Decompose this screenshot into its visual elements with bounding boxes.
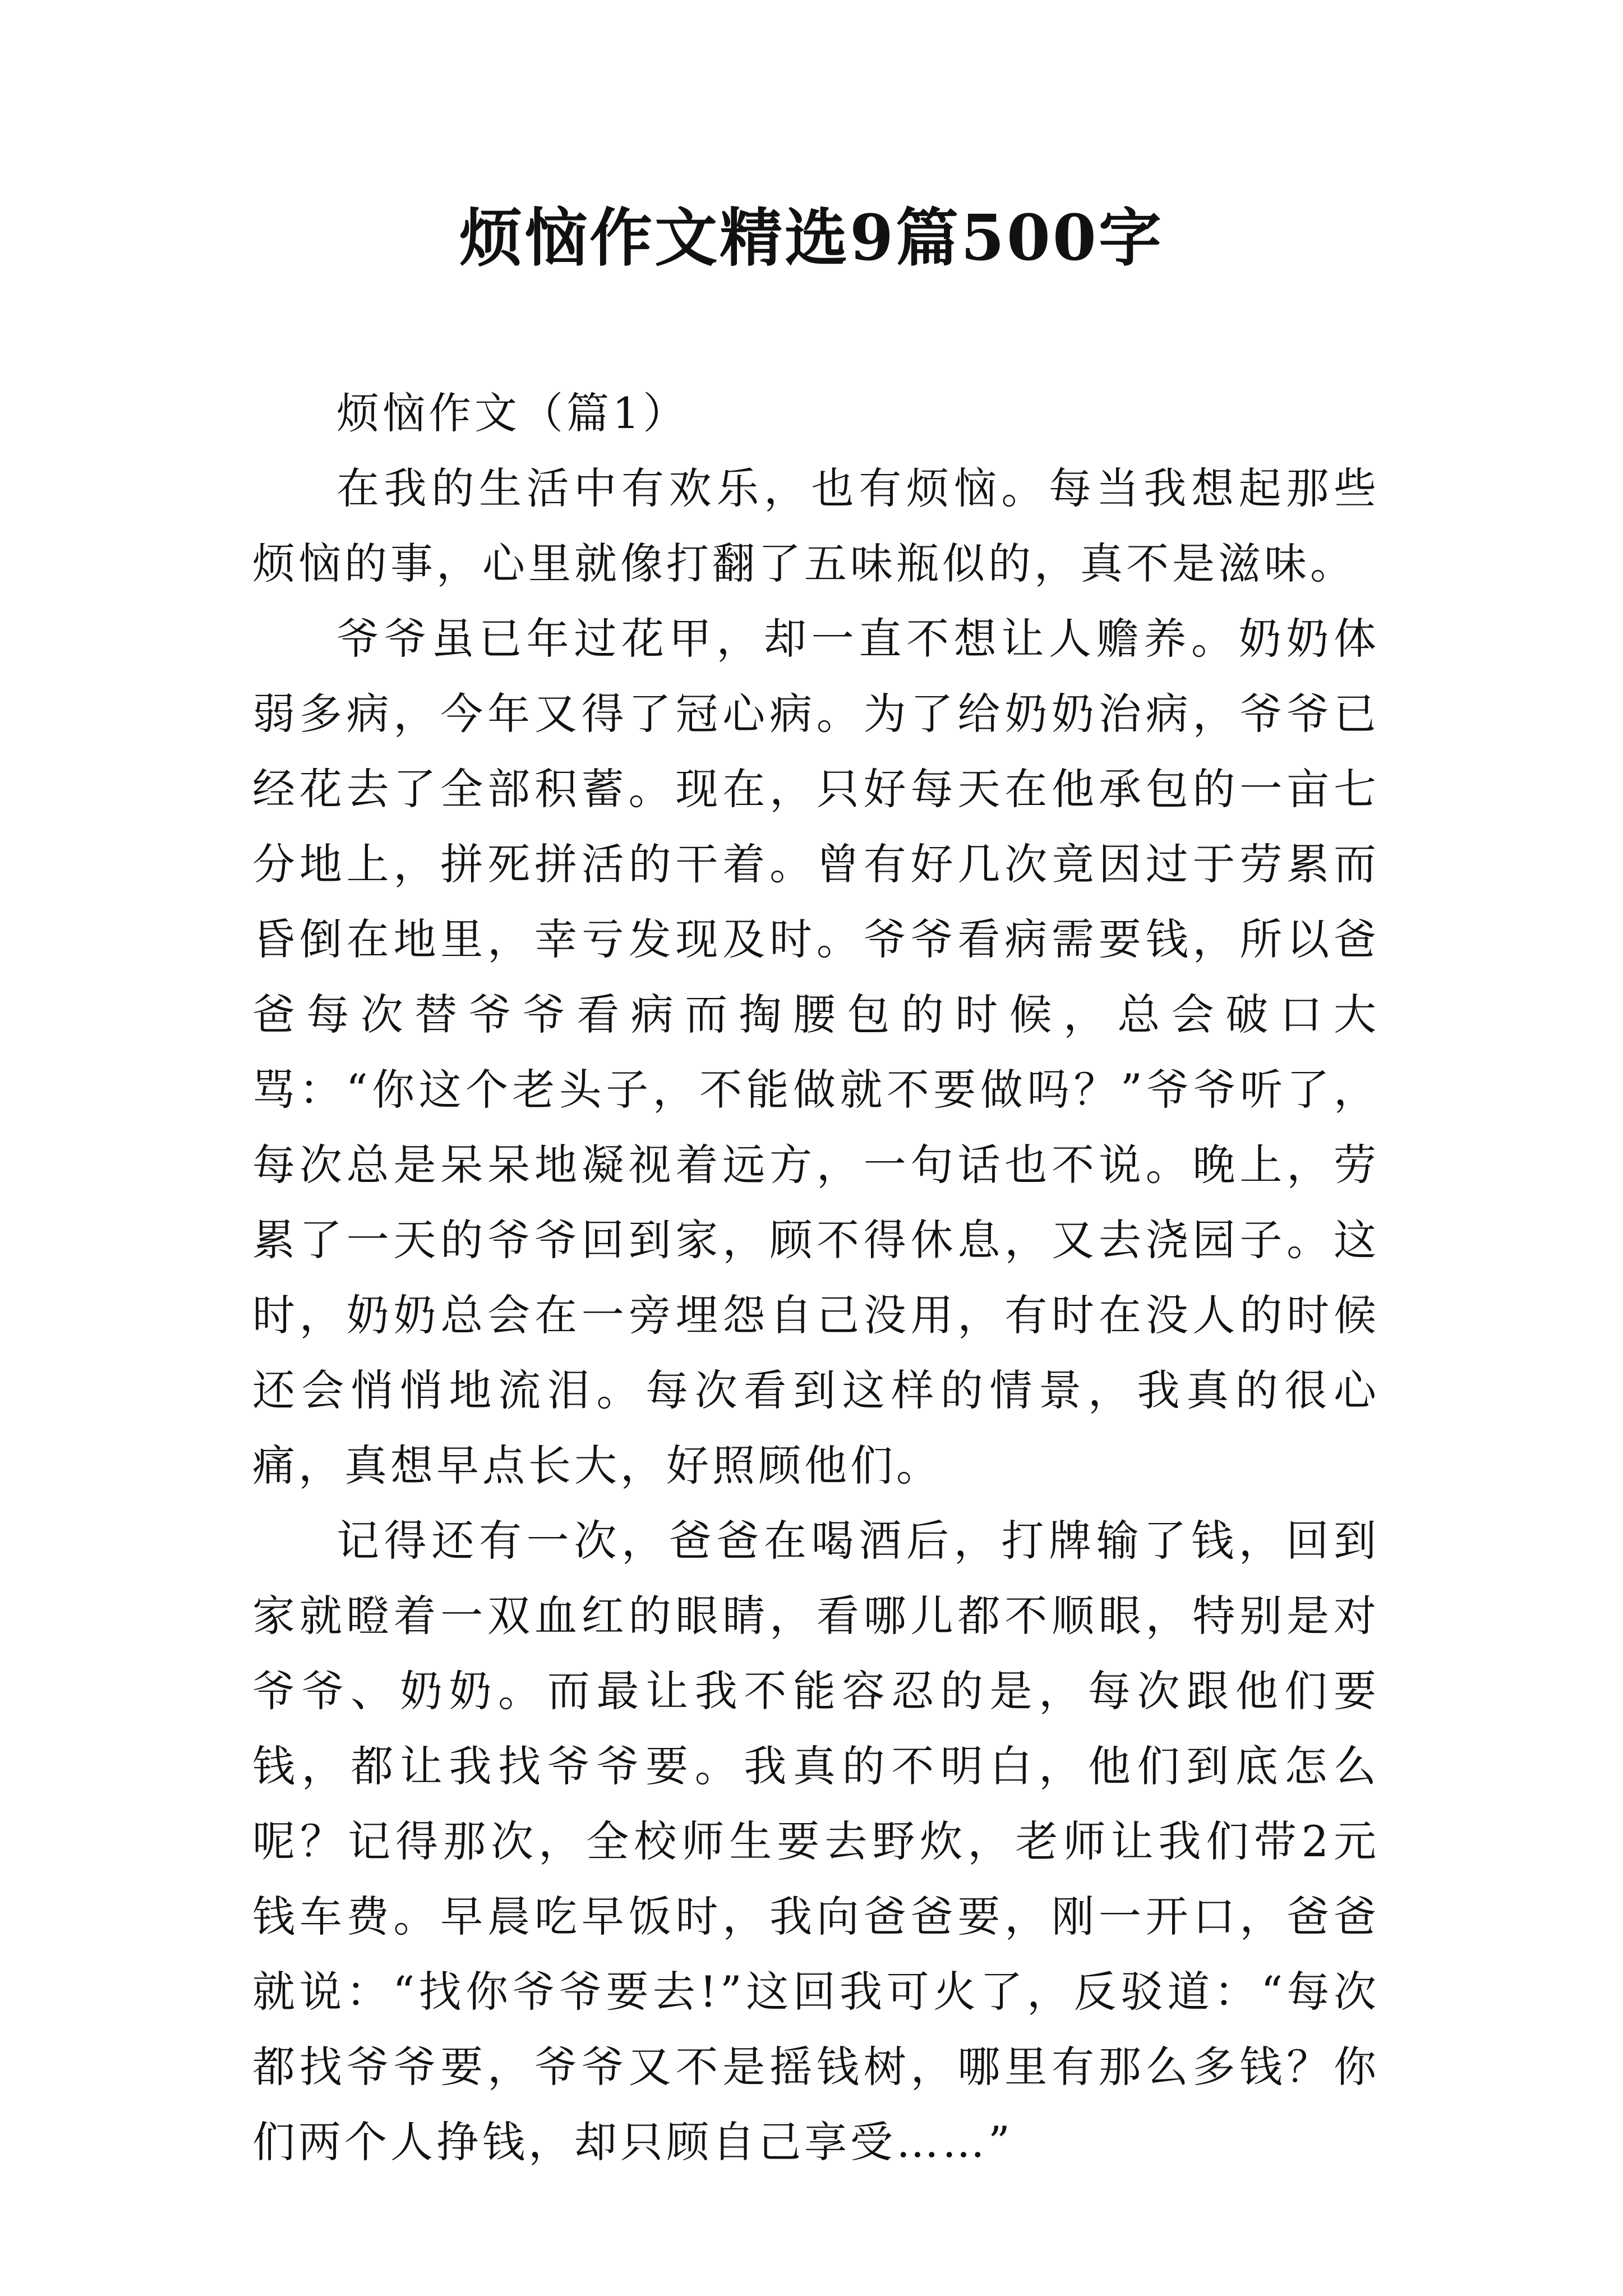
paragraph: 爷爷虽已年过花甲，却一直不想让人赡养。奶奶体弱多病，今年又得了冠心病。为了给奶奶治病，爷爷已经花去了全部积蓄。现在，只好每天在他承包的一亩七分地上，拼死拼活的干着。曾有好几次竟因过于劳累而昏倒在地里，幸亏发现及时。爷爷看病需要钱，所以爸爸每次替爷爷看病而掏腰包的时候，总会破口大骂：“你这个老头子，不能做就不要做吗？”爷爷听了，每次总是呆呆地凝视着远方，一句话也不说。晚上，劳累了一天的爷爷回到家，顾不得休息，又去浇园子。这时，奶奶总会在一旁埋怨自己没用，有时在没人的时候还会悄悄地流泪。每次看到这样的情景，我真的很心痛，真想早点长大，好照顾他们。 bbox=[252, 614, 1380, 1490]
paragraph: 在我的生活中有欢乐，也有烦恼。每当我想起那些烦恼的事，心里就像打翻了五味瓶似的，真不是滋味。 bbox=[252, 463, 1380, 588]
section-heading: 烦恼作文（篇1） bbox=[336, 388, 689, 438]
document-body bbox=[252, 376, 1380, 2180]
paragraph: 记得还有一次，爸爸在喝酒后，打牌输了钱，回到家就瞪着一双血红的眼睛，看哪儿都不顺眼，特别是对爷爷、奶奶。而最让我不能容忍的是，每次跟他们要钱，都让我找爷爷要。我真的不明白，他们到底怎么呢？记得那次，全校师生要去野炊，老师让我们带2元钱车费。早晨吃早饭时，我向爸爸要，刚一开口，爸爸就说：“找你爷爷要去!”这回我可火了，反驳道：“每次都找爷爷要，爷爷又不是摇钱树，哪里有那么多钱？你们两个人挣钱，却只顾自己享受……” bbox=[252, 1516, 1380, 2167]
document-title: 烦恼作文精选9篇500字 bbox=[459, 201, 1164, 275]
